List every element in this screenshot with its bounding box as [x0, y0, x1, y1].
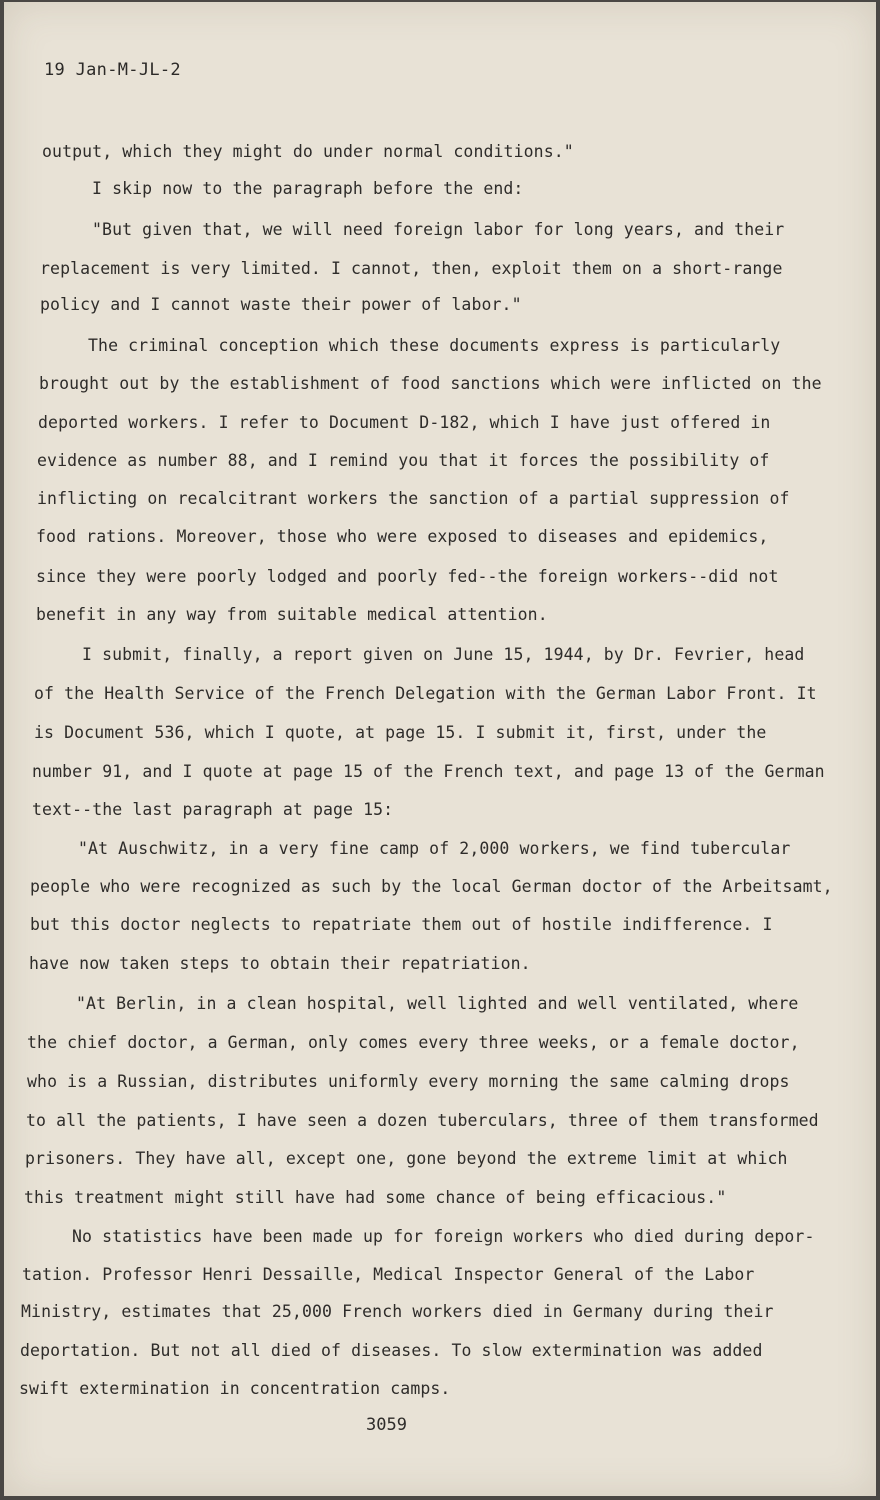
text-line: prisoners. They have all, except one, gone beyond the extreme limit at which — [25, 1149, 788, 1168]
text-line: since they were poorly lodged and poorly fed--the foreign workers--did not — [36, 567, 779, 586]
text-line: I skip now to the paragraph before the end: — [92, 179, 524, 198]
text-line: food rations. Moreover, those who were exposed to diseases and epidemics, — [36, 527, 769, 546]
text-line: deportation. But not all died of diseases. To slow extermination was added — [20, 1341, 763, 1360]
document-reference: 19 Jan-M-JL-2 — [44, 60, 181, 80]
text-line: deported workers. I refer to Document D-182, which I have just offered in — [38, 413, 771, 432]
text-line: of the Health Service of the French Delegation with the German Labor Front. It — [34, 684, 817, 703]
text-line: "But given that, we will need foreign labor for long years, and their — [92, 220, 785, 239]
text-line: policy and I cannot waste their power of labor." — [40, 295, 522, 314]
text-line: who is a Russian, distributes uniformly every morning the same calming drops — [27, 1072, 790, 1091]
text-line: output, which they might do under normal conditions." — [42, 142, 574, 161]
text-line: inflicting on recalcitrant workers the sanction of a partial suppression of — [37, 489, 790, 508]
text-line: to all the patients, I have seen a dozen tuberculars, three of them transformed — [26, 1111, 819, 1130]
text-line: benefit in any way from suitable medical attention. — [36, 605, 548, 624]
text-line: text--the last paragraph at page 15: — [32, 800, 394, 819]
text-line: tation. Professor Henri Dessaille, Medical Inspector General of the Labor — [22, 1265, 755, 1284]
text-line: have now taken steps to obtain their repatriation. — [29, 954, 531, 973]
text-line: evidence as number 88, and I remind you that it forces the possibility of — [37, 451, 770, 470]
text-line: swift extermination in concentration camps. — [19, 1379, 451, 1398]
text-line: but this doctor neglects to repatriate them out of hostile indifference. I — [30, 915, 773, 934]
text-line: Ministry, estimates that 25,000 French workers died in Germany during their — [21, 1302, 774, 1321]
text-line: is Document 536, which I quote, at page 15. I submit it, first, under the — [34, 723, 767, 742]
text-line: number 91, and I quote at page 15 of the French text, and page 13 of the German — [32, 762, 825, 781]
text-line: "At Auschwitz, in a very fine camp of 2,000 workers, we find tubercular — [78, 839, 791, 858]
text-line: the chief doctor, a German, only comes every three weeks, or a female doctor, — [27, 1033, 800, 1052]
page-number: 3059 — [366, 1415, 407, 1435]
text-line: people who were recognized as such by the local German doctor of the Arbeitsamt, — [30, 877, 833, 896]
text-line: this treatment might still have had some chance of being efficacious." — [24, 1188, 727, 1207]
text-line: "At Berlin, in a clean hospital, well lighted and well ventilated, where — [76, 994, 799, 1013]
text-line: I submit, finally, a report given on June 15, 1944, by Dr. Fevrier, head — [82, 645, 805, 664]
text-line: The criminal conception which these documents express is particularly — [88, 336, 781, 355]
document-page — [4, 2, 876, 1496]
text-line: No statistics have been made up for foreign workers who died during depor- — [72, 1227, 815, 1246]
text-line: replacement is very limited. I cannot, then, exploit them on a short-range — [40, 259, 783, 278]
text-line: brought out by the establishment of food sanctions which were inflicted on the — [39, 374, 822, 393]
